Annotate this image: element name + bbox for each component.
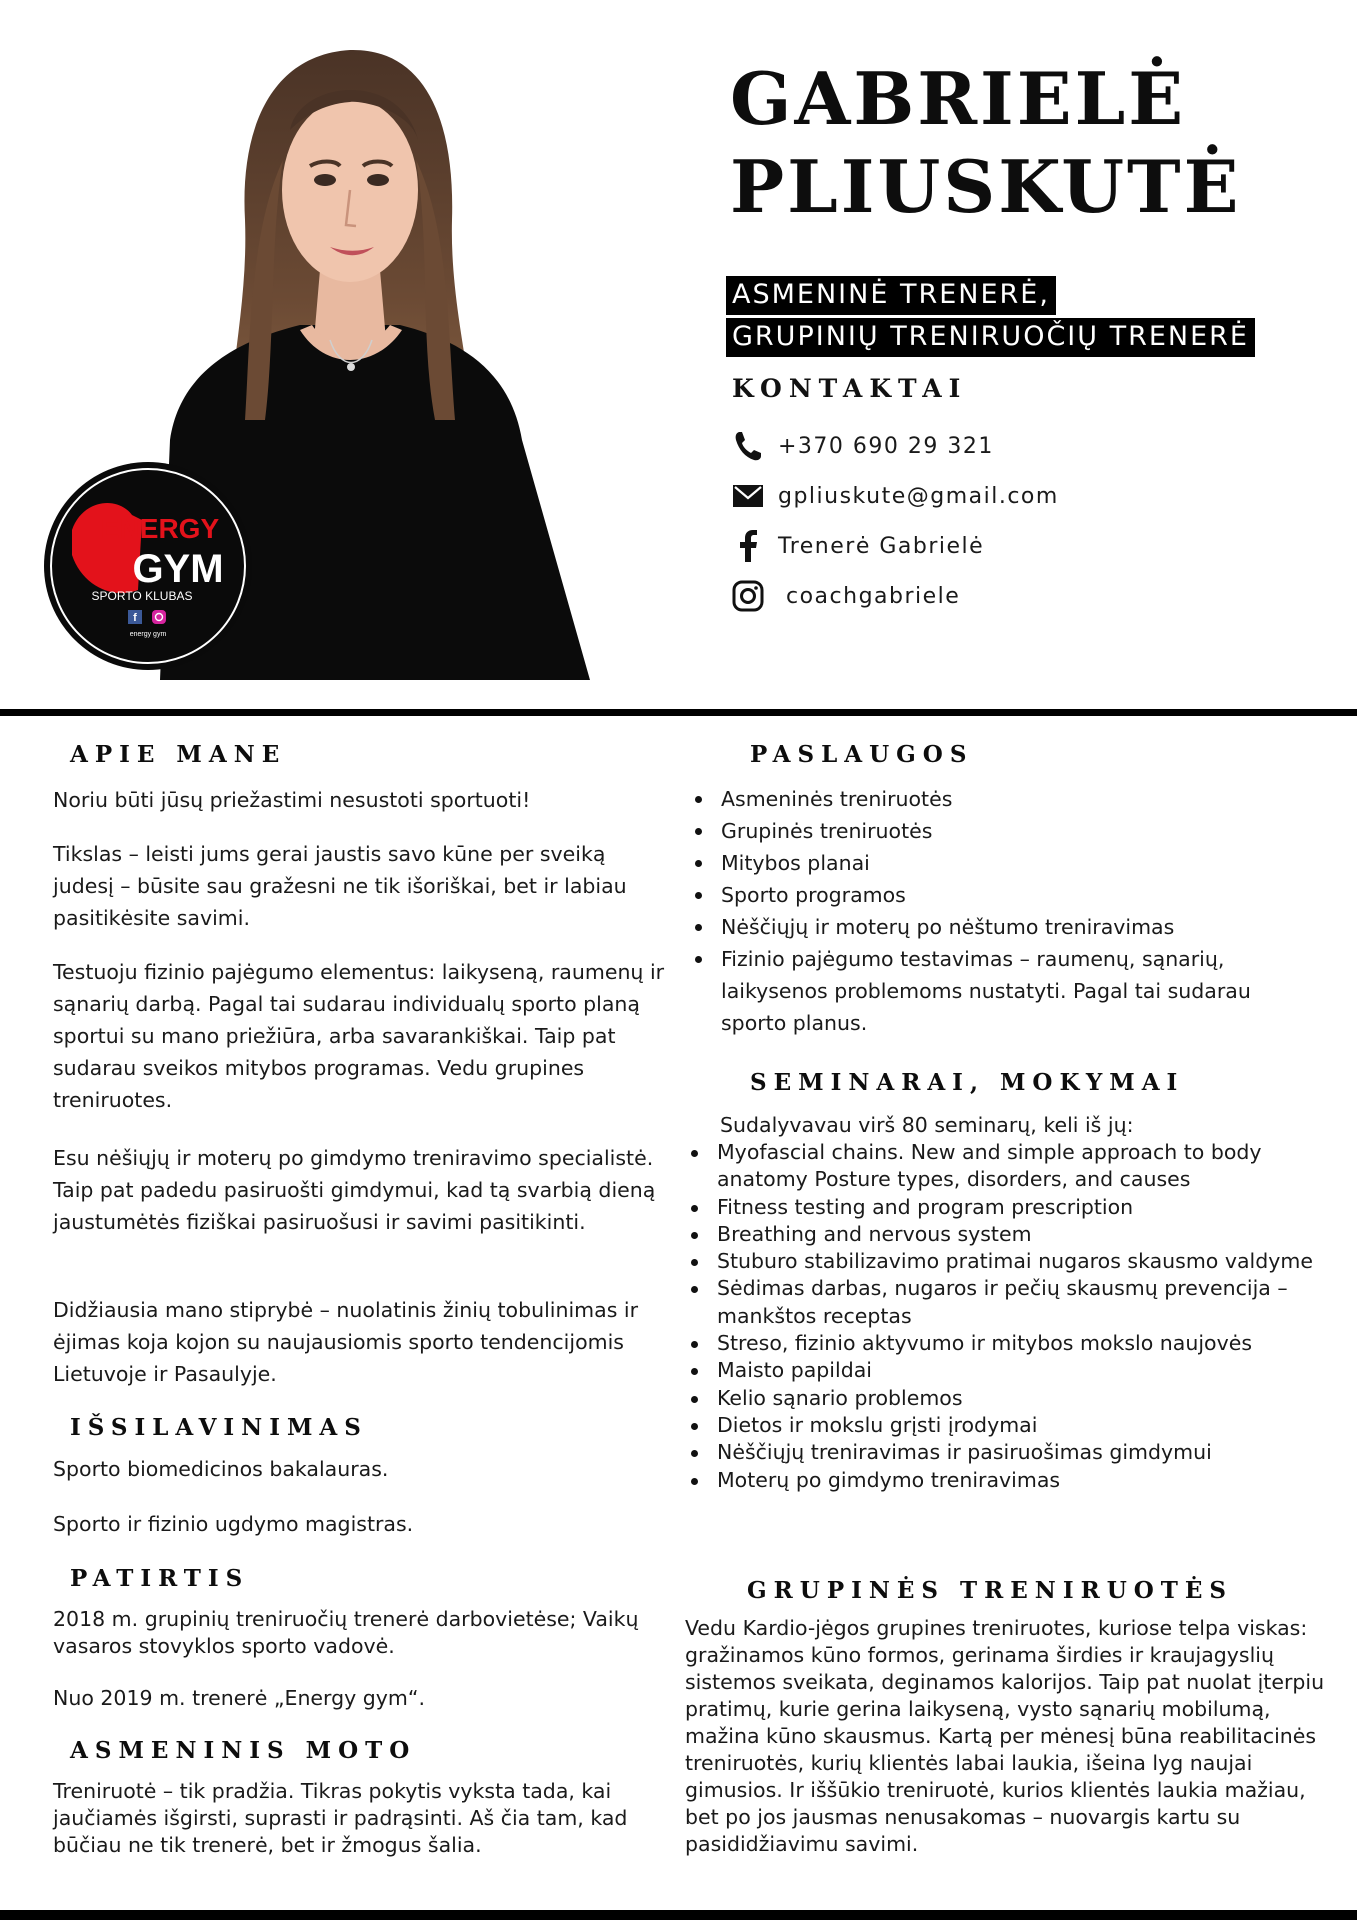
instagram-icon xyxy=(730,578,766,614)
motto-text: Treniruotė – tik pradžia. Tikras pokytis vyksta tada, kai jaučiamės išgirsti, suprasti ir padrąsinti. Aš čia tam, kad būčiau ne tik trenerė, bet ir žmogus šalia. xyxy=(53,1779,628,1857)
contact-instagram xyxy=(730,576,960,616)
list-item: Asmeninės treniruotės xyxy=(688,783,1328,815)
about-paragraph-2: Tikslas – leisti jums gerai jaustis savo kūne per sveiką judesį – būsite sau gražesni ne tik išoriškai, bet ir labiau pasitikėsite savimi. xyxy=(53,842,627,930)
list-item: Kelio sąnario problemos xyxy=(684,1385,1324,1412)
group-trainings-heading: GRUPINĖS TRENIRUOTĖS xyxy=(747,1577,1234,1604)
contacts-heading: KONTAKTAI xyxy=(732,374,968,403)
experience-paragraph-1: 2018 m. grupinių treniruočių trenerė darbovietėse; Vaikų vasaros stovyklos sporto vadovė. xyxy=(53,1607,639,1658)
svg-text:energy gym: energy gym xyxy=(129,631,167,638)
about-paragraph-4: Esu nėšiųjų ir moterų po gimdymo treniravimo specialistė. Taip pat padedu pasiruošti gimdymui, kad tą svarbią dieną jaustumėtės fiziškai pasiruošusi ir savimi pasitikinti. xyxy=(53,1146,656,1234)
services-list xyxy=(688,783,1328,1039)
list-item: Breathing and nervous system xyxy=(684,1221,1324,1248)
education-item-2: Sporto ir fizinio ugdymo magistras. xyxy=(53,1512,414,1536)
list-item: Nėščiųjų treniravimas ir pasiruošimas gimdymui xyxy=(684,1439,1324,1466)
list-item: Stuburo stabilizavimo pratimai nugaros skausmo valdyme xyxy=(684,1248,1324,1275)
role-badge xyxy=(726,276,1255,360)
contact-facebook xyxy=(730,526,984,566)
seminars-intro: Sudalyvavau virš 80 seminarų, keli iš jų: xyxy=(720,1113,1134,1137)
list-item: Fizinio pajėgumo testavimas – raumenų, sąnarių, laikysenos problemoms nustatyti. Pagal tai sudarau sporto planus. xyxy=(688,943,1298,1039)
about-heading: APIE MANE xyxy=(70,741,287,768)
experience-heading: PATIRTIS xyxy=(70,1565,250,1592)
phone-icon xyxy=(730,428,766,464)
list-item: Nėščiųjų ir moterų po nėštumo treniravimas xyxy=(688,911,1328,943)
bottom-border xyxy=(0,1910,1357,1920)
person-name xyxy=(730,55,1330,231)
facebook-name[interactable]: Trenerė Gabrielė xyxy=(778,533,985,559)
role-line-1: ASMENINĖ TRENERĖ, xyxy=(726,276,1056,315)
svg-text:SPORTO KLUBAS: SPORTO KLUBAS xyxy=(91,589,193,603)
phone-number[interactable]: +370 690 29 321 xyxy=(778,433,994,459)
seminars-heading: SEMINARAI, MOKYMAI xyxy=(750,1069,1185,1096)
motto-heading: ASMENINIS MOTO xyxy=(70,1737,417,1764)
svg-text:f: f xyxy=(133,612,137,624)
list-item: Sėdimas darbas, nugaros ir pečių skausmų prevencija – mankštos receptas xyxy=(684,1275,1324,1330)
group-trainings-text: Vedu Kardio-jėgos grupines treniruotes, kuriose telpa viskas: gražinamos kūno formos, gerinama širdies ir kraujagyslių sistemos sveikata, deginamos kalorijos. Taip pat nuolat įterpiu pratimų, kurie gerina laikyseną, vysto sąnarių mobilumą, mažina kūno skausmus. Kartą per mėnesį būna reabilitacinės treniruotės, kurių klientės labai laukia, išeina lyg naujai gimusios. Ir iššūkio treniruotė, kurios klientės laukia mažiau, bet po jos jausmas nenusakomas – nuovargis kartu su pasididžiavimu savimi. xyxy=(685,1616,1325,1856)
svg-text:GYM: GYM xyxy=(132,547,224,591)
list-item: Myofascial chains. New and simple approach to body anatomy Posture types, disorders, and causes xyxy=(684,1139,1324,1194)
services-heading: PASLAUGOS xyxy=(750,741,974,768)
list-item: Maisto papildai xyxy=(684,1357,1324,1384)
mail-icon xyxy=(730,478,766,514)
list-item: Dietos ir mokslu grįsti įrodymai xyxy=(684,1412,1324,1439)
list-item: Streso, fizinio aktyvumo ir mitybos mokslo naujovės xyxy=(684,1330,1324,1357)
contact-email xyxy=(730,476,1059,516)
education-item-1: Sporto biomedicinos bakalauras. xyxy=(53,1457,389,1481)
experience-paragraph-2: Nuo 2019 m. trenerė „Energy gym“. xyxy=(53,1686,426,1710)
list-item: Grupinės treniruotės xyxy=(688,815,1328,847)
about-paragraph-1: Noriu būti jūsų priežastimi nesustoti sportuoti! xyxy=(53,788,531,812)
list-item: Sporto programos xyxy=(688,879,1328,911)
contact-phone xyxy=(730,426,994,466)
about-paragraph-5: Didžiausia mano stiprybė – nuolatinis žinių tobulinimas ir ėjimas koja kojon su naujausiomis sporto tendencijomis Lietuvoje ir Pasaulyje. xyxy=(53,1298,639,1386)
list-item: Mitybos planai xyxy=(688,847,1328,879)
list-item: Fitness testing and program prescription xyxy=(684,1194,1324,1221)
name-first: GABRIELĖ xyxy=(730,56,1187,141)
role-line-2: GRUPINIŲ TRENIRUOČIŲ TRENERĖ xyxy=(726,318,1255,357)
svg-text:ENERGY: ENERGY xyxy=(100,513,220,544)
seminars-list xyxy=(684,1139,1324,1494)
list-item: Moterų po gimdymo treniravimas xyxy=(684,1467,1324,1494)
section-divider xyxy=(0,709,1357,716)
about-paragraph-3: Testuoju fizinio pajėgumo elementus: laikyseną, raumenų ir sąnarių darbą. Pagal tai sudarau individualų sporto planą sportui su mano priežiūra, arba savarankiškai. Taip pat sudarau sveikos mitybos programas. Vedu grupines treniruotes. xyxy=(53,960,665,1112)
facebook-icon xyxy=(730,528,766,564)
education-heading: IŠSILAVINIMAS xyxy=(70,1414,368,1441)
instagram-handle[interactable]: coachgabriele xyxy=(786,583,961,609)
email-address[interactable]: gpliuskute@gmail.com xyxy=(778,483,1059,509)
name-last: PLIUSKUTĖ xyxy=(730,144,1242,229)
energy-gym-logo xyxy=(42,460,254,672)
